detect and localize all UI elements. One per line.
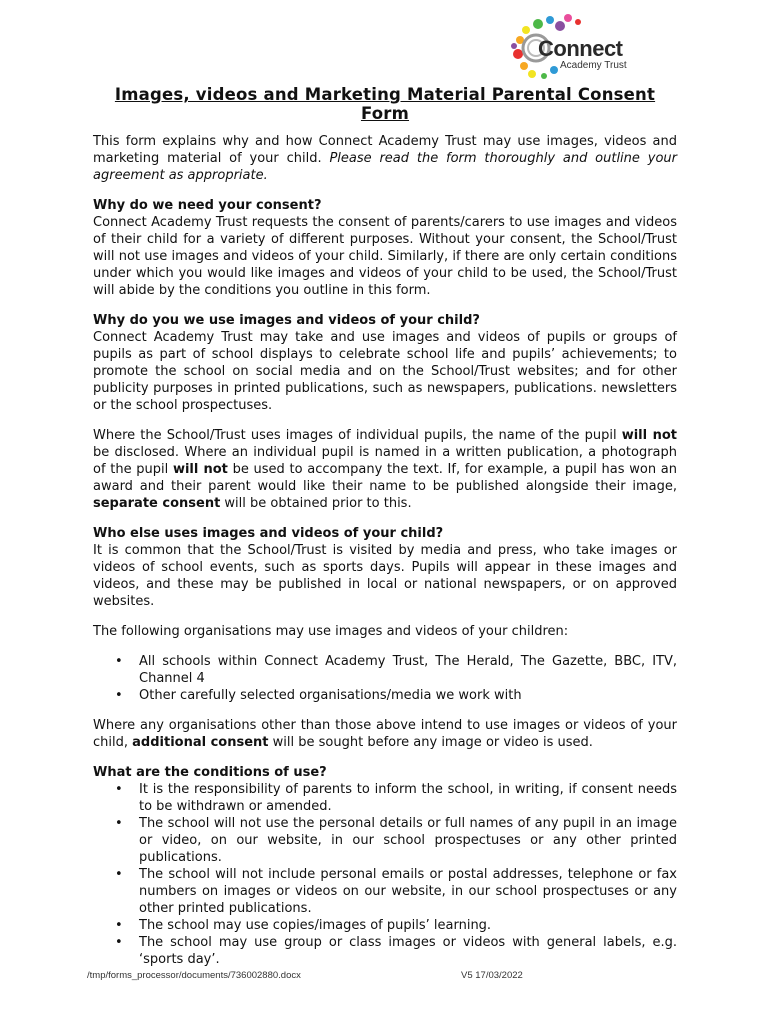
section-who-else bbox=[93, 525, 677, 610]
gear-dot bbox=[511, 43, 517, 49]
bullet: • bbox=[115, 867, 123, 882]
gear-dot bbox=[555, 21, 565, 31]
footer-version: V5 17/03/2022 bbox=[461, 970, 523, 981]
gear-dot bbox=[522, 26, 530, 34]
bullet: • bbox=[115, 816, 123, 831]
bullet: • bbox=[115, 654, 123, 669]
orgs-list bbox=[93, 653, 677, 704]
footer-file-path: /tmp/forms_processor/documents/736002880.docx bbox=[87, 970, 301, 981]
who-else-body: It is common that the School/Trust is visited by media and press, who take images or videos of school events, such as sports days. Pupils will appear in these images and videos, and these may be published in local or national newspapers, or on approved websites. bbox=[93, 543, 677, 609]
list-item-text: The school will not use the personal details or full names of any pupil in an image or video, on our website, in our school prospectuses or any other printed publications. bbox=[139, 816, 677, 865]
gear-dot bbox=[528, 70, 536, 78]
list-item bbox=[115, 917, 677, 934]
list-item-text: It is the responsibility of parents to inform the school, in writing, if consent needs to be withdrawn or amended. bbox=[139, 782, 677, 814]
text-run: Where any organisations other than those above intend to use images or videos of your child, bbox=[93, 718, 677, 750]
logo-subtitle: Academy Trust bbox=[560, 60, 627, 71]
list-item bbox=[115, 866, 677, 917]
list-item bbox=[115, 781, 677, 815]
heading-conditions: What are the conditions of use? bbox=[93, 765, 327, 780]
intro-text: This form explains why and how Connect Academy Trust may use images, videos and marketing material of your child. bbox=[93, 134, 677, 166]
list-item-text: The school may use copies/images of pupils’ learning. bbox=[139, 918, 492, 933]
bullet: • bbox=[115, 918, 123, 933]
list-item-text: Other carefully selected organisations/media we work with bbox=[139, 688, 522, 703]
additional-consent-paragraph bbox=[93, 717, 677, 751]
text-run: will be sought before any image or video is used. bbox=[268, 735, 593, 750]
list-item bbox=[115, 934, 677, 968]
heading-why-consent: Why do we need your consent? bbox=[93, 198, 322, 213]
text-run: Where the School/Trust uses images of individual pupils, the name of the pupil bbox=[93, 428, 622, 443]
bold-run: will not bbox=[621, 428, 677, 443]
conditions-list bbox=[93, 781, 677, 968]
gear-dot bbox=[575, 19, 581, 25]
list-item bbox=[115, 815, 677, 866]
text-run: be disclosed. Where an individual pupil is named in a written publication, a photograph of the pupil bbox=[93, 445, 677, 477]
heading-why-use: Why do you we use images and videos of your child? bbox=[93, 313, 480, 328]
section-why-use bbox=[93, 312, 677, 414]
connect-logo bbox=[508, 14, 640, 80]
bold-run: separate consent bbox=[93, 496, 221, 511]
intro-emphasis: Please read the form thoroughly and outline your agreement as appropriate. bbox=[93, 151, 677, 183]
gear-dot bbox=[541, 73, 547, 79]
gear-dot bbox=[550, 66, 558, 74]
page-title: Images, videos and Marketing Material Parental Consent Form bbox=[114, 85, 656, 123]
why-use-body: Connect Academy Trust may take and use images and videos of pupils or groups of pupils as part of school displays to celebrate school life and pupils’ achievements; to promote the school on social media and on the School/Trust websites; and for other publicity purposes in printed publications, such as newspapers, publications. newsletters or the school prospectuses. bbox=[93, 330, 677, 413]
bullet: • bbox=[115, 688, 123, 703]
list-item-text: The school will not include personal emails or postal addresses, telephone or fax numbers on images or videos on our website, in our school prospectuses or any other printed publications. bbox=[139, 867, 677, 916]
gear-dot bbox=[513, 49, 523, 59]
document-body bbox=[93, 133, 677, 981]
intro-paragraph bbox=[93, 133, 677, 184]
why-consent-body: Connect Academy Trust requests the consent of parents/carers to use images and videos of their child for a variety of different purposes. Without your consent, the School/Trust will not use images and videos of your child. Similarly, if there are only certain conditions under which you would like images and videos of your child to be used, the School/Trust will abide by the conditions you outline in this form. bbox=[93, 215, 677, 298]
heading-who-else: Who else uses images and videos of your child? bbox=[93, 526, 444, 541]
list-item-text: All schools within Connect Academy Trust, The Herald, The Gazette, BBC, ITV, Channel 4 bbox=[139, 654, 677, 686]
gear-dot bbox=[533, 19, 543, 29]
text-run: will be obtained prior to this. bbox=[220, 496, 412, 511]
gear-dot bbox=[564, 14, 572, 22]
individual-pupils-paragraph bbox=[93, 427, 677, 512]
bullet: • bbox=[115, 935, 123, 950]
bold-run: will not bbox=[172, 462, 228, 477]
gear-dot bbox=[546, 16, 554, 24]
orgs-intro: The following organisations may use images and videos of your children: bbox=[93, 624, 569, 639]
text-run: be used to accompany the text. If, for example, a pupil has won an award and their parent would like their name to be published alongside their image, bbox=[93, 462, 677, 494]
logo-name: Connect bbox=[538, 36, 623, 61]
section-why-consent bbox=[93, 197, 677, 299]
bullet: • bbox=[115, 782, 123, 797]
list-item bbox=[115, 653, 677, 687]
list-item bbox=[115, 687, 677, 704]
gear-dot bbox=[520, 62, 528, 70]
list-item-text: The school may use group or class images or videos with general labels, e.g. ‘sports day’. bbox=[139, 935, 677, 967]
bold-run: additional consent bbox=[132, 735, 269, 750]
